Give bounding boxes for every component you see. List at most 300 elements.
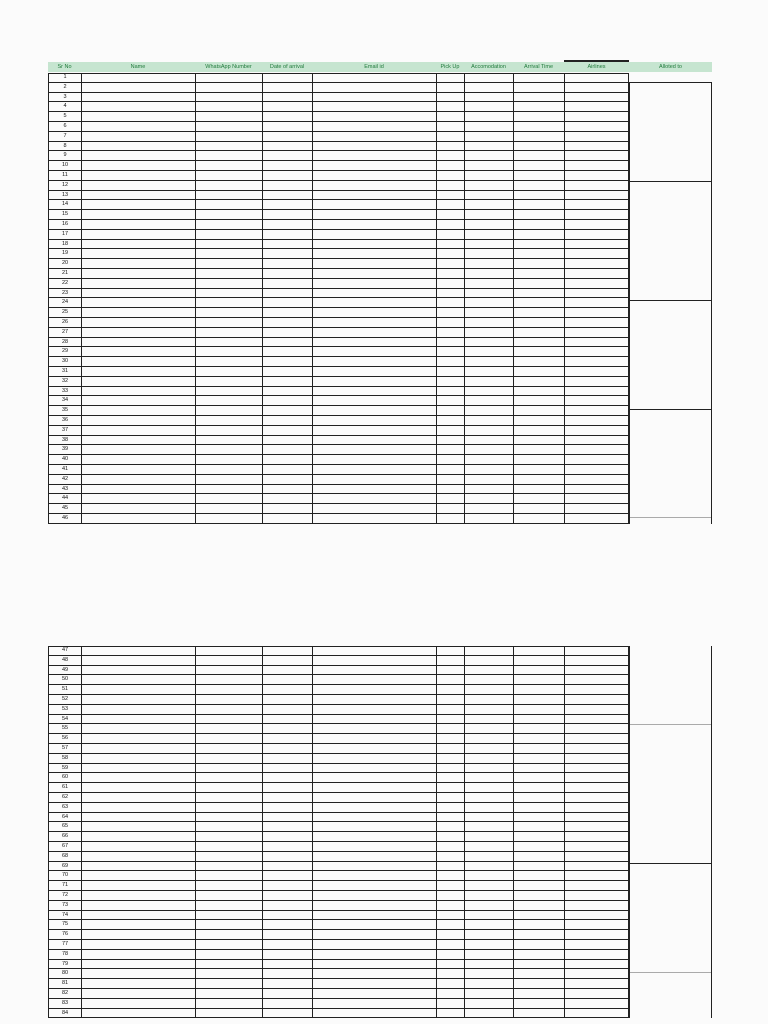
cell-accomodation[interactable] bbox=[464, 328, 513, 337]
cell-email-id[interactable] bbox=[312, 920, 436, 929]
cell-arrival-time[interactable] bbox=[513, 357, 564, 366]
cell-email-id[interactable] bbox=[312, 675, 436, 684]
cell-accomodation[interactable] bbox=[464, 416, 513, 425]
cell-email-id[interactable] bbox=[312, 200, 436, 209]
cell-name[interactable] bbox=[81, 298, 195, 307]
cell-accomodation[interactable] bbox=[464, 715, 513, 724]
cell-whatsapp-number[interactable] bbox=[195, 191, 262, 200]
cell-pick-up[interactable] bbox=[436, 979, 464, 988]
cell-date-of-arrival[interactable] bbox=[262, 783, 312, 792]
cell-date-of-arrival[interactable] bbox=[262, 475, 312, 484]
cell-arrival-time[interactable] bbox=[513, 396, 564, 405]
cell-name[interactable] bbox=[81, 396, 195, 405]
cell-name[interactable] bbox=[81, 969, 195, 978]
cell-pick-up[interactable] bbox=[436, 465, 464, 474]
cell-whatsapp-number[interactable] bbox=[195, 803, 262, 812]
cell-arrival-time[interactable] bbox=[513, 142, 564, 151]
cell-email-id[interactable] bbox=[312, 656, 436, 665]
cell-name[interactable] bbox=[81, 881, 195, 890]
cell-arrival-time[interactable] bbox=[513, 675, 564, 684]
cell-email-id[interactable] bbox=[312, 132, 436, 141]
cell-email-id[interactable] bbox=[312, 999, 436, 1008]
cell-email-id[interactable] bbox=[312, 950, 436, 959]
cell-arrival-time[interactable] bbox=[513, 960, 564, 969]
cell-name[interactable] bbox=[81, 112, 195, 121]
cell-name[interactable] bbox=[81, 485, 195, 494]
cell-date-of-arrival[interactable] bbox=[262, 455, 312, 464]
cell-name[interactable] bbox=[81, 102, 195, 111]
cell-date-of-arrival[interactable] bbox=[262, 396, 312, 405]
cell-arrival-time[interactable] bbox=[513, 950, 564, 959]
cell-date-of-arrival[interactable] bbox=[262, 950, 312, 959]
cell-airlines[interactable] bbox=[564, 289, 629, 298]
cell-email-id[interactable] bbox=[312, 387, 436, 396]
cell-pick-up[interactable] bbox=[436, 112, 464, 121]
cell-pick-up[interactable] bbox=[436, 308, 464, 317]
cell-date-of-arrival[interactable] bbox=[262, 328, 312, 337]
cell-accomodation[interactable] bbox=[464, 191, 513, 200]
cell-date-of-arrival[interactable] bbox=[262, 773, 312, 782]
cell-name[interactable] bbox=[81, 793, 195, 802]
cell-date-of-arrival[interactable] bbox=[262, 911, 312, 920]
cell-arrival-time[interactable] bbox=[513, 387, 564, 396]
cell-pick-up[interactable] bbox=[436, 960, 464, 969]
cell-accomodation[interactable] bbox=[464, 989, 513, 998]
cell-accomodation[interactable] bbox=[464, 862, 513, 871]
cell-date-of-arrival[interactable] bbox=[262, 122, 312, 131]
cell-date-of-arrival[interactable] bbox=[262, 465, 312, 474]
cell-accomodation[interactable] bbox=[464, 122, 513, 131]
cell-pick-up[interactable] bbox=[436, 387, 464, 396]
cell-pick-up[interactable] bbox=[436, 102, 464, 111]
cell-airlines[interactable] bbox=[564, 240, 629, 249]
cell-date-of-arrival[interactable] bbox=[262, 83, 312, 92]
cell-airlines[interactable] bbox=[564, 465, 629, 474]
cell-arrival-time[interactable] bbox=[513, 83, 564, 92]
cell-email-id[interactable] bbox=[312, 504, 436, 513]
cell-email-id[interactable] bbox=[312, 734, 436, 743]
cell-email-id[interactable] bbox=[312, 102, 436, 111]
cell-email-id[interactable] bbox=[312, 822, 436, 831]
cell-date-of-arrival[interactable] bbox=[262, 357, 312, 366]
cell-whatsapp-number[interactable] bbox=[195, 230, 262, 239]
cell-arrival-time[interactable] bbox=[513, 754, 564, 763]
cell-name[interactable] bbox=[81, 715, 195, 724]
cell-arrival-time[interactable] bbox=[513, 920, 564, 929]
cell-arrival-time[interactable] bbox=[513, 416, 564, 425]
cell-name[interactable] bbox=[81, 445, 195, 454]
cell-date-of-arrival[interactable] bbox=[262, 842, 312, 851]
cell-date-of-arrival[interactable] bbox=[262, 871, 312, 880]
cell-airlines[interactable] bbox=[564, 200, 629, 209]
cell-date-of-arrival[interactable] bbox=[262, 793, 312, 802]
cell-accomodation[interactable] bbox=[464, 504, 513, 513]
cell-whatsapp-number[interactable] bbox=[195, 1009, 262, 1018]
cell-accomodation[interactable] bbox=[464, 842, 513, 851]
cell-airlines[interactable] bbox=[564, 793, 629, 802]
cell-date-of-arrival[interactable] bbox=[262, 181, 312, 190]
cell-name[interactable] bbox=[81, 171, 195, 180]
cell-arrival-time[interactable] bbox=[513, 240, 564, 249]
cell-arrival-time[interactable] bbox=[513, 220, 564, 229]
cell-airlines[interactable] bbox=[564, 920, 629, 929]
cell-whatsapp-number[interactable] bbox=[195, 734, 262, 743]
cell-airlines[interactable] bbox=[564, 132, 629, 141]
cell-whatsapp-number[interactable] bbox=[195, 715, 262, 724]
cell-whatsapp-number[interactable] bbox=[195, 112, 262, 121]
cell-airlines[interactable] bbox=[564, 142, 629, 151]
cell-name[interactable] bbox=[81, 930, 195, 939]
cell-date-of-arrival[interactable] bbox=[262, 989, 312, 998]
cell-name[interactable] bbox=[81, 685, 195, 694]
cell-airlines[interactable] bbox=[564, 328, 629, 337]
cell-pick-up[interactable] bbox=[436, 1009, 464, 1018]
cell-date-of-arrival[interactable] bbox=[262, 832, 312, 841]
cell-pick-up[interactable] bbox=[436, 269, 464, 278]
cell-whatsapp-number[interactable] bbox=[195, 308, 262, 317]
cell-whatsapp-number[interactable] bbox=[195, 298, 262, 307]
cell-pick-up[interactable] bbox=[436, 426, 464, 435]
cell-name[interactable] bbox=[81, 920, 195, 929]
cell-arrival-time[interactable] bbox=[513, 862, 564, 871]
cell-arrival-time[interactable] bbox=[513, 715, 564, 724]
cell-whatsapp-number[interactable] bbox=[195, 773, 262, 782]
cell-whatsapp-number[interactable] bbox=[195, 396, 262, 405]
cell-email-id[interactable] bbox=[312, 279, 436, 288]
cell-email-id[interactable] bbox=[312, 298, 436, 307]
cell-airlines[interactable] bbox=[564, 436, 629, 445]
cell-date-of-arrival[interactable] bbox=[262, 210, 312, 219]
cell-arrival-time[interactable] bbox=[513, 852, 564, 861]
cell-name[interactable] bbox=[81, 436, 195, 445]
cell-date-of-arrival[interactable] bbox=[262, 161, 312, 170]
cell-email-id[interactable] bbox=[312, 142, 436, 151]
cell-pick-up[interactable] bbox=[436, 161, 464, 170]
cell-whatsapp-number[interactable] bbox=[195, 685, 262, 694]
cell-airlines[interactable] bbox=[564, 685, 629, 694]
cell-whatsapp-number[interactable] bbox=[195, 930, 262, 939]
cell-airlines[interactable] bbox=[564, 852, 629, 861]
cell-accomodation[interactable] bbox=[464, 142, 513, 151]
cell-name[interactable] bbox=[81, 387, 195, 396]
cell-accomodation[interactable] bbox=[464, 891, 513, 900]
cell-email-id[interactable] bbox=[312, 230, 436, 239]
cell-date-of-arrival[interactable] bbox=[262, 289, 312, 298]
cell-pick-up[interactable] bbox=[436, 73, 464, 82]
cell-accomodation[interactable] bbox=[464, 724, 513, 733]
cell-date-of-arrival[interactable] bbox=[262, 191, 312, 200]
cell-airlines[interactable] bbox=[564, 171, 629, 180]
cell-pick-up[interactable] bbox=[436, 347, 464, 356]
cell-airlines[interactable] bbox=[564, 754, 629, 763]
cell-date-of-arrival[interactable] bbox=[262, 494, 312, 503]
cell-name[interactable] bbox=[81, 328, 195, 337]
cell-accomodation[interactable] bbox=[464, 764, 513, 773]
cell-email-id[interactable] bbox=[312, 396, 436, 405]
cell-arrival-time[interactable] bbox=[513, 436, 564, 445]
cell-email-id[interactable] bbox=[312, 445, 436, 454]
cell-whatsapp-number[interactable] bbox=[195, 950, 262, 959]
cell-whatsapp-number[interactable] bbox=[195, 122, 262, 131]
cell-arrival-time[interactable] bbox=[513, 475, 564, 484]
cell-name[interactable] bbox=[81, 901, 195, 910]
cell-arrival-time[interactable] bbox=[513, 842, 564, 851]
cell-arrival-time[interactable] bbox=[513, 705, 564, 714]
cell-date-of-arrival[interactable] bbox=[262, 754, 312, 763]
cell-arrival-time[interactable] bbox=[513, 200, 564, 209]
cell-accomodation[interactable] bbox=[464, 220, 513, 229]
cell-accomodation[interactable] bbox=[464, 960, 513, 969]
cell-whatsapp-number[interactable] bbox=[195, 783, 262, 792]
cell-whatsapp-number[interactable] bbox=[195, 102, 262, 111]
cell-whatsapp-number[interactable] bbox=[195, 705, 262, 714]
cell-airlines[interactable] bbox=[564, 338, 629, 347]
cell-accomodation[interactable] bbox=[464, 396, 513, 405]
cell-accomodation[interactable] bbox=[464, 783, 513, 792]
cell-accomodation[interactable] bbox=[464, 705, 513, 714]
cell-whatsapp-number[interactable] bbox=[195, 387, 262, 396]
cell-airlines[interactable] bbox=[564, 783, 629, 792]
cell-whatsapp-number[interactable] bbox=[195, 161, 262, 170]
cell-arrival-time[interactable] bbox=[513, 734, 564, 743]
cell-pick-up[interactable] bbox=[436, 734, 464, 743]
cell-pick-up[interactable] bbox=[436, 705, 464, 714]
cell-pick-up[interactable] bbox=[436, 240, 464, 249]
cell-whatsapp-number[interactable] bbox=[195, 960, 262, 969]
cell-name[interactable] bbox=[81, 822, 195, 831]
cell-pick-up[interactable] bbox=[436, 181, 464, 190]
cell-name[interactable] bbox=[81, 465, 195, 474]
cell-email-id[interactable] bbox=[312, 832, 436, 841]
cell-arrival-time[interactable] bbox=[513, 803, 564, 812]
cell-airlines[interactable] bbox=[564, 705, 629, 714]
cell-accomodation[interactable] bbox=[464, 151, 513, 160]
cell-arrival-time[interactable] bbox=[513, 426, 564, 435]
cell-whatsapp-number[interactable] bbox=[195, 83, 262, 92]
cell-arrival-time[interactable] bbox=[513, 666, 564, 675]
cell-whatsapp-number[interactable] bbox=[195, 200, 262, 209]
cell-arrival-time[interactable] bbox=[513, 940, 564, 949]
cell-email-id[interactable] bbox=[312, 328, 436, 337]
cell-email-id[interactable] bbox=[312, 93, 436, 102]
cell-accomodation[interactable] bbox=[464, 259, 513, 268]
cell-arrival-time[interactable] bbox=[513, 318, 564, 327]
cell-accomodation[interactable] bbox=[464, 347, 513, 356]
cell-whatsapp-number[interactable] bbox=[195, 754, 262, 763]
cell-accomodation[interactable] bbox=[464, 852, 513, 861]
cell-whatsapp-number[interactable] bbox=[195, 436, 262, 445]
cell-email-id[interactable] bbox=[312, 715, 436, 724]
cell-name[interactable] bbox=[81, 675, 195, 684]
cell-accomodation[interactable] bbox=[464, 200, 513, 209]
cell-date-of-arrival[interactable] bbox=[262, 675, 312, 684]
cell-whatsapp-number[interactable] bbox=[195, 289, 262, 298]
cell-accomodation[interactable] bbox=[464, 73, 513, 82]
cell-pick-up[interactable] bbox=[436, 646, 464, 655]
cell-airlines[interactable] bbox=[564, 406, 629, 415]
cell-arrival-time[interactable] bbox=[513, 871, 564, 880]
cell-accomodation[interactable] bbox=[464, 754, 513, 763]
cell-name[interactable] bbox=[81, 773, 195, 782]
cell-name[interactable] bbox=[81, 426, 195, 435]
cell-pick-up[interactable] bbox=[436, 969, 464, 978]
cell-airlines[interactable] bbox=[564, 930, 629, 939]
cell-whatsapp-number[interactable] bbox=[195, 93, 262, 102]
cell-date-of-arrival[interactable] bbox=[262, 803, 312, 812]
cell-date-of-arrival[interactable] bbox=[262, 504, 312, 513]
cell-whatsapp-number[interactable] bbox=[195, 328, 262, 337]
cell-accomodation[interactable] bbox=[464, 911, 513, 920]
cell-date-of-arrival[interactable] bbox=[262, 646, 312, 655]
cell-airlines[interactable] bbox=[564, 960, 629, 969]
cell-airlines[interactable] bbox=[564, 911, 629, 920]
cell-airlines[interactable] bbox=[564, 950, 629, 959]
cell-email-id[interactable] bbox=[312, 813, 436, 822]
cell-arrival-time[interactable] bbox=[513, 210, 564, 219]
cell-name[interactable] bbox=[81, 416, 195, 425]
cell-email-id[interactable] bbox=[312, 220, 436, 229]
cell-pick-up[interactable] bbox=[436, 230, 464, 239]
cell-arrival-time[interactable] bbox=[513, 881, 564, 890]
cell-email-id[interactable] bbox=[312, 73, 436, 82]
cell-date-of-arrival[interactable] bbox=[262, 734, 312, 743]
cell-name[interactable] bbox=[81, 734, 195, 743]
cell-email-id[interactable] bbox=[312, 289, 436, 298]
cell-accomodation[interactable] bbox=[464, 950, 513, 959]
cell-airlines[interactable] bbox=[564, 396, 629, 405]
cell-accomodation[interactable] bbox=[464, 744, 513, 753]
cell-accomodation[interactable] bbox=[464, 920, 513, 929]
cell-whatsapp-number[interactable] bbox=[195, 318, 262, 327]
cell-email-id[interactable] bbox=[312, 930, 436, 939]
cell-name[interactable] bbox=[81, 764, 195, 773]
cell-whatsapp-number[interactable] bbox=[195, 151, 262, 160]
cell-accomodation[interactable] bbox=[464, 494, 513, 503]
cell-accomodation[interactable] bbox=[464, 930, 513, 939]
cell-airlines[interactable] bbox=[564, 181, 629, 190]
cell-name[interactable] bbox=[81, 230, 195, 239]
cell-date-of-arrival[interactable] bbox=[262, 200, 312, 209]
cell-date-of-arrival[interactable] bbox=[262, 485, 312, 494]
cell-accomodation[interactable] bbox=[464, 871, 513, 880]
cell-whatsapp-number[interactable] bbox=[195, 171, 262, 180]
cell-whatsapp-number[interactable] bbox=[195, 269, 262, 278]
cell-accomodation[interactable] bbox=[464, 357, 513, 366]
cell-airlines[interactable] bbox=[564, 230, 629, 239]
cell-whatsapp-number[interactable] bbox=[195, 969, 262, 978]
cell-whatsapp-number[interactable] bbox=[195, 999, 262, 1008]
cell-accomodation[interactable] bbox=[464, 734, 513, 743]
cell-date-of-arrival[interactable] bbox=[262, 426, 312, 435]
cell-email-id[interactable] bbox=[312, 171, 436, 180]
cell-name[interactable] bbox=[81, 269, 195, 278]
cell-date-of-arrival[interactable] bbox=[262, 318, 312, 327]
cell-airlines[interactable] bbox=[564, 656, 629, 665]
cell-accomodation[interactable] bbox=[464, 279, 513, 288]
cell-name[interactable] bbox=[81, 666, 195, 675]
cell-email-id[interactable] bbox=[312, 871, 436, 880]
cell-date-of-arrival[interactable] bbox=[262, 308, 312, 317]
cell-email-id[interactable] bbox=[312, 347, 436, 356]
cell-email-id[interactable] bbox=[312, 112, 436, 121]
cell-email-id[interactable] bbox=[312, 367, 436, 376]
cell-accomodation[interactable] bbox=[464, 181, 513, 190]
cell-pick-up[interactable] bbox=[436, 318, 464, 327]
cell-email-id[interactable] bbox=[312, 969, 436, 978]
cell-airlines[interactable] bbox=[564, 813, 629, 822]
cell-pick-up[interactable] bbox=[436, 891, 464, 900]
cell-accomodation[interactable] bbox=[464, 979, 513, 988]
cell-arrival-time[interactable] bbox=[513, 161, 564, 170]
cell-whatsapp-number[interactable] bbox=[195, 455, 262, 464]
cell-airlines[interactable] bbox=[564, 862, 629, 871]
cell-name[interactable] bbox=[81, 891, 195, 900]
cell-pick-up[interactable] bbox=[436, 338, 464, 347]
cell-pick-up[interactable] bbox=[436, 83, 464, 92]
cell-pick-up[interactable] bbox=[436, 475, 464, 484]
cell-accomodation[interactable] bbox=[464, 112, 513, 121]
cell-whatsapp-number[interactable] bbox=[195, 832, 262, 841]
cell-arrival-time[interactable] bbox=[513, 646, 564, 655]
cell-pick-up[interactable] bbox=[436, 862, 464, 871]
cell-whatsapp-number[interactable] bbox=[195, 406, 262, 415]
cell-pick-up[interactable] bbox=[436, 279, 464, 288]
cell-pick-up[interactable] bbox=[436, 842, 464, 851]
cell-email-id[interactable] bbox=[312, 259, 436, 268]
cell-email-id[interactable] bbox=[312, 989, 436, 998]
cell-whatsapp-number[interactable] bbox=[195, 249, 262, 258]
cell-name[interactable] bbox=[81, 122, 195, 131]
cell-whatsapp-number[interactable] bbox=[195, 485, 262, 494]
cell-email-id[interactable] bbox=[312, 475, 436, 484]
cell-pick-up[interactable] bbox=[436, 832, 464, 841]
cell-arrival-time[interactable] bbox=[513, 279, 564, 288]
cell-email-id[interactable] bbox=[312, 269, 436, 278]
cell-whatsapp-number[interactable] bbox=[195, 666, 262, 675]
cell-date-of-arrival[interactable] bbox=[262, 901, 312, 910]
cell-email-id[interactable] bbox=[312, 83, 436, 92]
cell-pick-up[interactable] bbox=[436, 950, 464, 959]
cell-arrival-time[interactable] bbox=[513, 773, 564, 782]
cell-whatsapp-number[interactable] bbox=[195, 514, 262, 523]
cell-date-of-arrival[interactable] bbox=[262, 220, 312, 229]
cell-date-of-arrival[interactable] bbox=[262, 367, 312, 376]
cell-accomodation[interactable] bbox=[464, 289, 513, 298]
cell-accomodation[interactable] bbox=[464, 646, 513, 655]
cell-airlines[interactable] bbox=[564, 514, 629, 523]
cell-accomodation[interactable] bbox=[464, 249, 513, 258]
cell-whatsapp-number[interactable] bbox=[195, 367, 262, 376]
cell-accomodation[interactable] bbox=[464, 161, 513, 170]
cell-date-of-arrival[interactable] bbox=[262, 240, 312, 249]
cell-date-of-arrival[interactable] bbox=[262, 347, 312, 356]
cell-email-id[interactable] bbox=[312, 881, 436, 890]
cell-name[interactable] bbox=[81, 338, 195, 347]
cell-arrival-time[interactable] bbox=[513, 999, 564, 1008]
cell-pick-up[interactable] bbox=[436, 901, 464, 910]
cell-email-id[interactable] bbox=[312, 724, 436, 733]
cell-name[interactable] bbox=[81, 705, 195, 714]
cell-whatsapp-number[interactable] bbox=[195, 793, 262, 802]
cell-arrival-time[interactable] bbox=[513, 455, 564, 464]
cell-arrival-time[interactable] bbox=[513, 930, 564, 939]
cell-airlines[interactable] bbox=[564, 832, 629, 841]
cell-email-id[interactable] bbox=[312, 979, 436, 988]
cell-date-of-arrival[interactable] bbox=[262, 416, 312, 425]
cell-name[interactable] bbox=[81, 377, 195, 386]
cell-airlines[interactable] bbox=[564, 151, 629, 160]
cell-date-of-arrival[interactable] bbox=[262, 685, 312, 694]
